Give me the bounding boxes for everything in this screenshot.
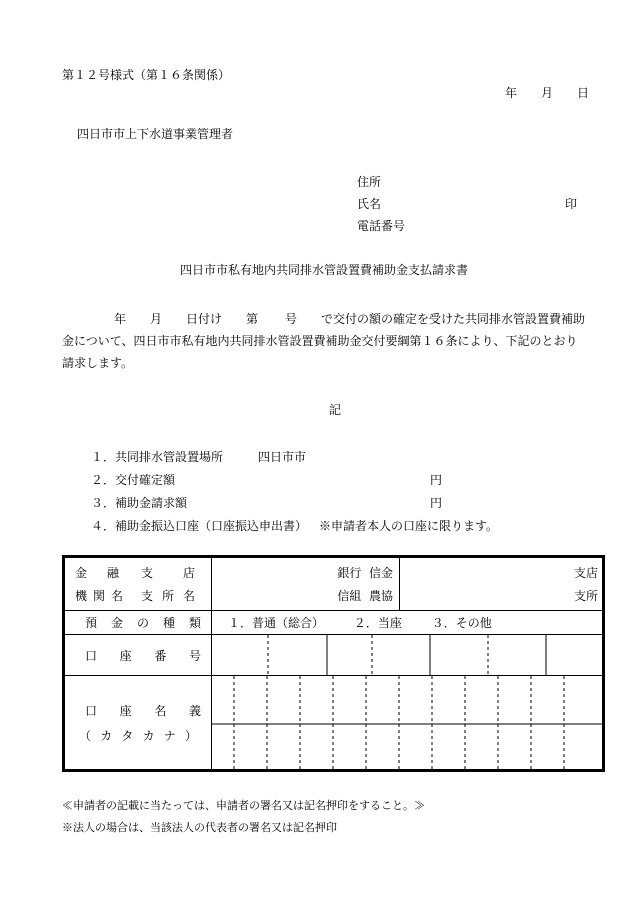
char: 機 bbox=[75, 589, 88, 603]
char: 支 bbox=[141, 566, 154, 580]
bank-row bbox=[64, 611, 604, 635]
char: 座 bbox=[119, 648, 132, 663]
body-text-1: で交付の額の確定を受けた共同排水管設置費補助 bbox=[321, 312, 586, 326]
phone-label: 電話番号 bbox=[357, 219, 406, 233]
char: 種 bbox=[162, 616, 175, 630]
shiten-label bbox=[141, 564, 203, 604]
recipient: 四日市市上下水道事業管理者 bbox=[77, 127, 234, 141]
bank-row bbox=[64, 635, 604, 676]
yokin-options-cell[interactable] bbox=[212, 611, 604, 635]
char: 座 bbox=[119, 703, 132, 718]
option-sonota[interactable]: ３．その他 bbox=[431, 616, 492, 630]
shiten-suffix: 支店 bbox=[573, 566, 598, 580]
char: 名 bbox=[154, 703, 167, 718]
date-month: 月 bbox=[541, 86, 554, 100]
body-dated: 日付け bbox=[186, 312, 223, 326]
char: 番 bbox=[154, 648, 167, 663]
char: 預 bbox=[85, 616, 98, 630]
ginko-label: 銀行 bbox=[337, 566, 362, 580]
form-number: 第１２号様式（第１６条関係） bbox=[62, 68, 231, 82]
char: 金 bbox=[75, 566, 88, 580]
date-day: 日 bbox=[577, 86, 590, 100]
char: 融 bbox=[106, 566, 119, 580]
account-holder-grid bbox=[212, 676, 602, 771]
seal-label: 印 bbox=[565, 197, 578, 211]
koza-meigi-label-cell bbox=[64, 676, 212, 771]
body-text-3: 請求します。 bbox=[62, 356, 134, 370]
bank-header-cell bbox=[64, 557, 212, 611]
item-2-unit: 円 bbox=[430, 473, 443, 487]
account-number-field[interactable] bbox=[212, 635, 604, 676]
note-1: ≪申請者の記載に当たっては、申請者の署名又は記名押印をすること。≫ bbox=[62, 799, 425, 812]
char: 関 bbox=[92, 589, 105, 603]
bank-name-field[interactable] bbox=[212, 557, 400, 611]
date-year: 年 bbox=[505, 86, 518, 100]
item-2: ２．交付確定額 bbox=[91, 473, 176, 487]
char: カ bbox=[100, 728, 113, 743]
shinkin-label: 信金 bbox=[368, 566, 393, 580]
char: 名 bbox=[110, 589, 123, 603]
body-dai: 第 bbox=[246, 312, 259, 326]
note-2: ※法人の場合は、当該法人の代表者の署名又は記名押印 bbox=[62, 821, 337, 834]
char: 店 bbox=[182, 566, 195, 580]
char: 所 bbox=[161, 589, 174, 603]
char: 金 bbox=[110, 616, 123, 630]
body-year: 年 bbox=[114, 312, 127, 326]
char: 名 bbox=[182, 589, 195, 603]
option-toza[interactable]: ２．当座 bbox=[353, 616, 402, 630]
item-3-unit: 円 bbox=[430, 496, 443, 510]
account-number-grid bbox=[212, 635, 602, 676]
ki-heading: 記 bbox=[329, 403, 342, 417]
char: （ bbox=[79, 728, 92, 743]
char: の bbox=[136, 616, 149, 630]
shisho-suffix: 支所 bbox=[573, 589, 598, 603]
kinyu-kikan-label bbox=[75, 564, 131, 604]
item-1-value: 四日市市 bbox=[258, 450, 307, 464]
char: ） bbox=[184, 728, 197, 743]
item-3: ３．補助金請求額 bbox=[91, 496, 188, 510]
koza-bango-label-cell bbox=[64, 635, 212, 676]
body-month: 月 bbox=[150, 312, 163, 326]
char: 口 bbox=[85, 648, 98, 663]
char: 類 bbox=[188, 616, 201, 630]
bank-account-table bbox=[62, 555, 605, 772]
item-1: １．共同排水管設置場所 bbox=[91, 450, 224, 464]
body-text-2: 金について、四日市市私有地内共同排水管設置費補助金交付要綱第１６条により、下記のとおり bbox=[62, 334, 578, 348]
item-4: ４．補助金振込口座（口座振込申出書） bbox=[91, 519, 308, 533]
char: カ bbox=[142, 728, 155, 743]
name-label: 氏名 bbox=[357, 197, 382, 211]
account-holder-field[interactable] bbox=[212, 676, 604, 771]
document-title: 四日市市私有地内共同排水管設置費補助金支払請求書 bbox=[180, 263, 469, 277]
branch-name-field[interactable] bbox=[400, 557, 604, 611]
nokyo-label: 農協 bbox=[368, 589, 393, 603]
yokin-label-cell bbox=[64, 611, 212, 635]
option-futsu[interactable]: １．普通（総合） bbox=[228, 616, 325, 630]
char: 支 bbox=[141, 589, 154, 603]
address-label: 住所 bbox=[357, 175, 382, 189]
shinkumi-label: 信組 bbox=[337, 589, 362, 603]
char: ナ bbox=[163, 728, 176, 743]
char: 義 bbox=[188, 703, 201, 718]
char: タ bbox=[121, 728, 134, 743]
body-go: 号 bbox=[285, 312, 298, 326]
char: 口 bbox=[85, 703, 98, 718]
char: 号 bbox=[188, 648, 201, 663]
item-4-note: ※申請者本人の口座に限ります。 bbox=[319, 519, 499, 533]
bank-row bbox=[64, 557, 604, 611]
bank-row bbox=[64, 676, 604, 771]
